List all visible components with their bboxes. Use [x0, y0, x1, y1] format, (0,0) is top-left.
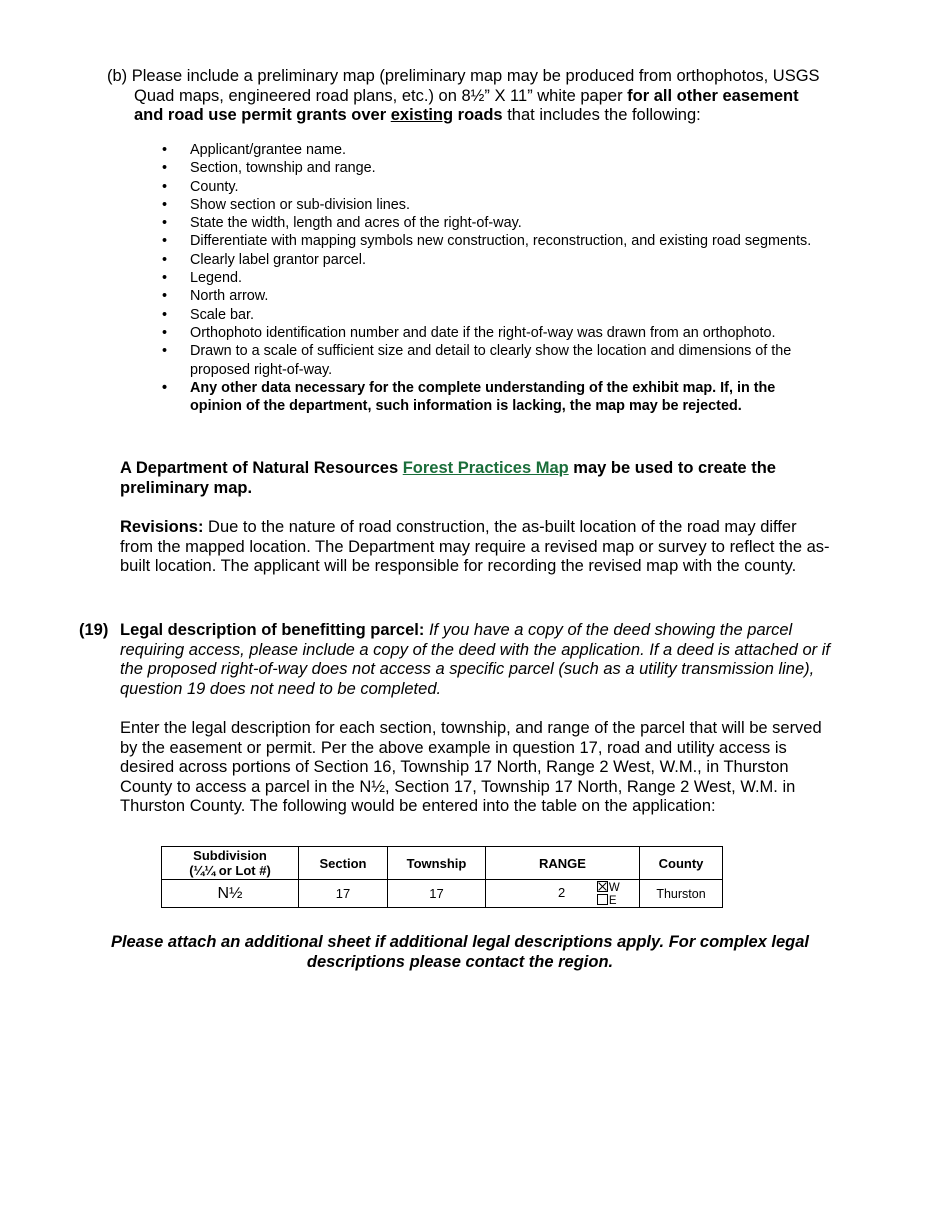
question-19-intro — [120, 621, 832, 699]
cell-county: Thurston — [640, 880, 723, 908]
bullet-icon: • — [162, 215, 168, 232]
bullet-icon: • — [162, 233, 168, 250]
range-value: 2 — [558, 884, 566, 900]
bullet-icon: • — [162, 142, 168, 158]
range-east-option[interactable]: E — [597, 895, 617, 907]
list-item: • Section, township and range. — [162, 160, 376, 177]
bullet-icon: • — [162, 251, 168, 268]
list-item: • Orthophoto identification number and date if the right-of-way was drawn from an orthophoto. — [162, 324, 776, 341]
list-item: • Drawn to a scale of sufficient size and detail to clearly show the location and dimensions of the proposed right-of-way. — [162, 343, 792, 378]
list-item: • Applicant/grantee name. — [162, 142, 346, 158]
cell-township: 17 — [388, 880, 486, 908]
list-item: • Show section or sub-division lines. — [162, 196, 410, 213]
range-direction — [597, 881, 620, 907]
bullet-icon: • — [162, 379, 168, 396]
bullet-icon: • — [162, 343, 168, 360]
legal-description-table — [161, 846, 723, 908]
footer-note: Please attach an additional sheet if additional legal descriptions apply. For complex legal descriptions please contact the region. — [110, 933, 810, 971]
table-header-row — [162, 847, 723, 880]
list-item: • Clearly label grantor parcel. — [162, 251, 366, 268]
checkbox-empty-icon[interactable] — [597, 894, 608, 905]
revisions-label: Revisions: — [120, 518, 204, 536]
question-number: (19) — [79, 621, 109, 639]
item-b-tail: that includes the following: — [502, 106, 701, 124]
header-range: RANGE — [486, 847, 640, 880]
bullet-icon: • — [162, 324, 168, 341]
item-b-bold-2: roads — [453, 106, 503, 124]
cell-range — [486, 880, 640, 908]
item-b-underlined: existing — [390, 106, 454, 124]
revisions-text: Due to the nature of road construction, the as-built location of the road may differ from the mapped location. The Department may require a revised map or survey to reflect the as-built location. The applicant will be responsible for recording the revised map with the county. — [120, 518, 830, 575]
header-section: Section — [299, 847, 388, 880]
bullet-icon: • — [162, 160, 168, 177]
cell-section: 17 — [299, 880, 388, 908]
header-township: Township — [388, 847, 486, 880]
checkbox-checked-icon[interactable] — [597, 881, 608, 892]
table-row — [162, 880, 723, 908]
question-19-instructions: If you have a copy of the deed showing the parcel requiring access, please include a copy of the deed with the application. If a deed is attached or if the proposed right-of-way does not access a specific parcel (such as a utility transmission line), question 19 does not need to be completed. — [120, 621, 830, 698]
list-item: • Any other data necessary for the complete understanding of the exhibit map. If, in the opinion of the department, such information is lacking, the map may be rejected. — [162, 379, 776, 415]
question-19-body: Enter the legal description for each section, township, and range of the parcel that will be served by the easement or permit. Per the above example in question 17, road and utility access is desired across portions of Section 16, Township 17 North, Range 2 West, W.M., in Thurston County to access a parcel in the N½, Section 17, Township 17 North, Range 2 West, W.M. in Thurston County. The following would be entered into the table on the application: — [120, 719, 822, 815]
list-item: • County. — [162, 178, 239, 195]
range-west-option[interactable]: W — [597, 882, 620, 894]
bullet-icon: • — [162, 306, 168, 323]
list-item: • Legend. — [162, 270, 243, 287]
bullet-icon: • — [162, 288, 168, 305]
revisions-paragraph — [120, 518, 832, 577]
bullet-icon: • — [162, 270, 168, 287]
question-19-title: Legal description of benefitting parcel: — [120, 621, 425, 639]
list-item: • Differentiate with mapping symbols new construction, reconstruction, and existing road segments. — [162, 233, 812, 250]
bullet-icon: • — [162, 196, 168, 213]
cell-subdivision: N½ — [162, 880, 299, 908]
item-b-paragraph — [107, 67, 827, 126]
requirements-list — [160, 141, 830, 415]
header-county: County — [640, 847, 723, 880]
header-subdivision: Subdivision (¼¼ or Lot #) — [162, 847, 299, 880]
bullet-icon: • — [162, 178, 168, 195]
item-b-lead: (b) Please include a preliminary map (preliminary map may be produced from orthophotos, USGS Quad maps, engineered road plans, etc.) on 8½” X 11” white paper — [107, 67, 820, 105]
dnr-map-note: A Department of Natural Resources Forest Practices Map may be used to create the preliminary map. — [120, 459, 776, 497]
list-item: • State the width, length and acres of the right-of-way. — [162, 215, 522, 232]
forest-practices-map-link[interactable]: Forest Practices Map — [402, 459, 569, 477]
list-item: • Scale bar. — [162, 306, 254, 323]
item-b-bold-1: for all other easement and road use permit grants over — [134, 86, 799, 124]
list-item: • North arrow. — [162, 288, 269, 305]
